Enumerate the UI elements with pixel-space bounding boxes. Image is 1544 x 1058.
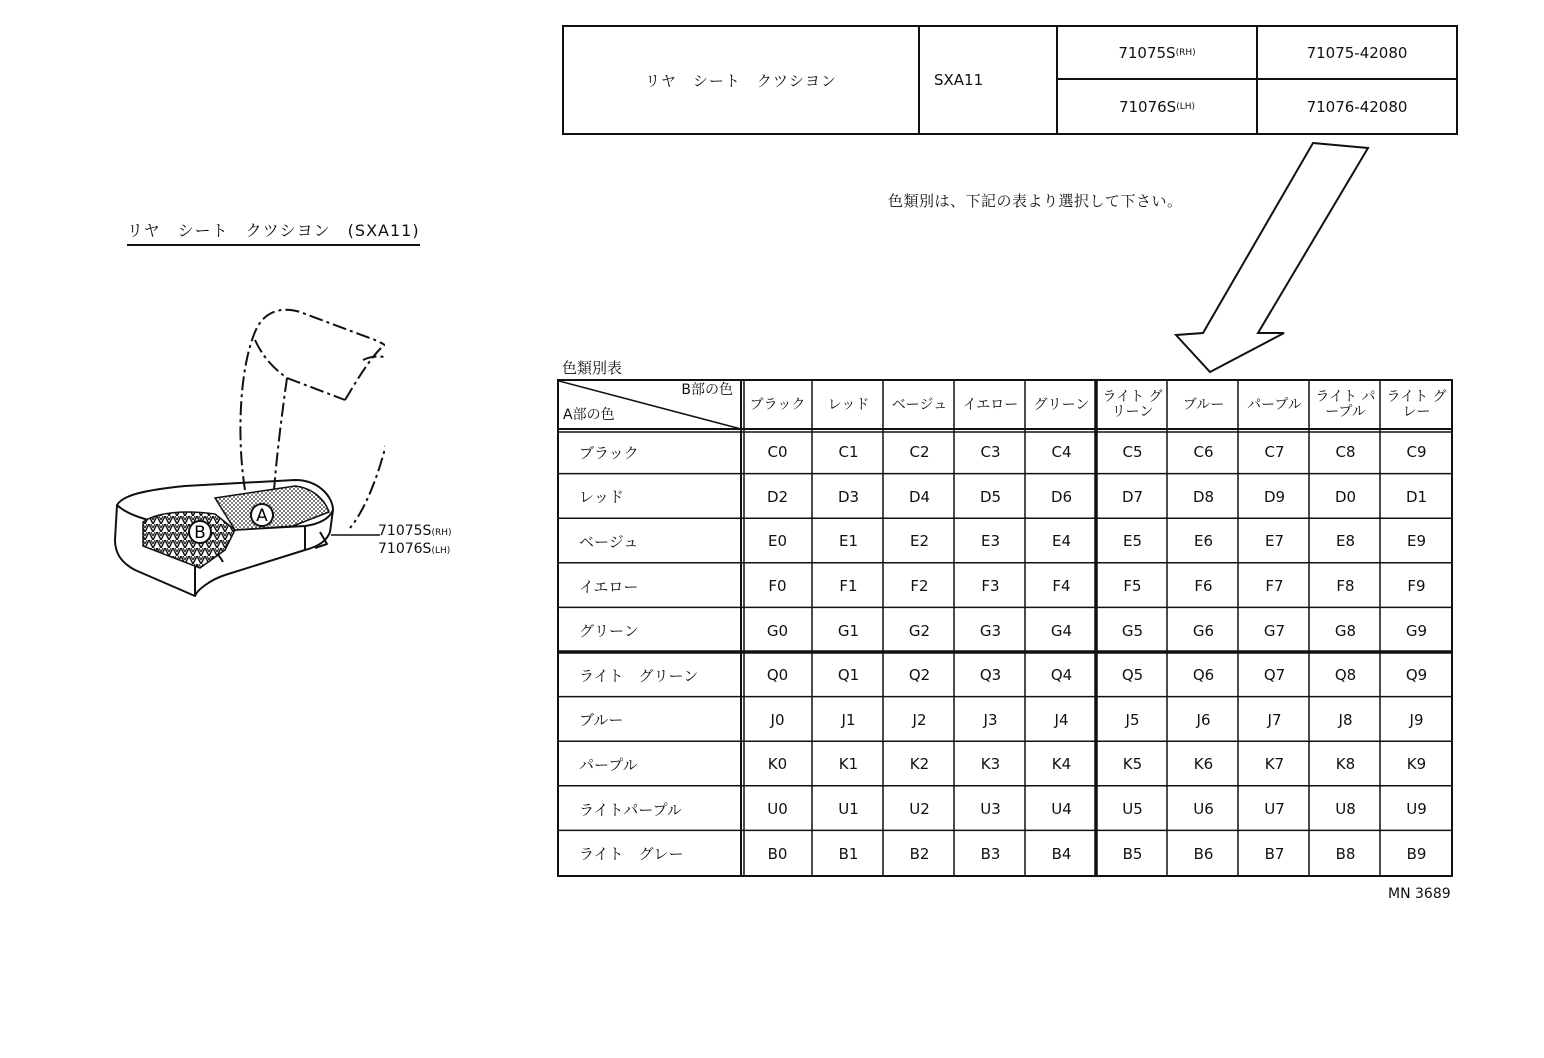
color-code-cell: Q4 [1050,666,1073,685]
callout-lh-code: 71076S [378,541,432,557]
color-code-cell: F2 [910,577,929,596]
color-code-cell: G4 [1050,621,1073,640]
color-code-cell: B8 [1335,844,1356,863]
color-code-cell: E7 [1264,532,1285,551]
color-code-cell: D6 [1050,487,1073,506]
color-code-cell: U5 [1122,800,1143,819]
color-code-cell: Q9 [1405,666,1428,685]
part-number-lh: 71076-42080 [1306,97,1408,116]
color-code-cell: K5 [1122,755,1143,774]
color-code-cell: J5 [1125,710,1140,729]
instruction-text: 色類別は、下記の表より選択して下さい。 [888,192,1183,210]
color-code-cell: D5 [979,487,1002,506]
color-code-cell: F6 [1194,577,1213,596]
color-code-cell: K9 [1406,755,1427,774]
color-code-cell: Q3 [979,666,1002,685]
color-code-cell: B7 [1264,844,1285,863]
color-code-cell: Q1 [837,666,860,685]
color-code-cell: J0 [770,710,785,729]
figure-title: リヤ シート クツシヨン (SXA11) [127,218,420,246]
color-code-cell: K6 [1193,755,1214,774]
callout-rh [378,523,451,541]
color-code-cell: B3 [980,844,1001,863]
part-code-lh [1058,80,1258,133]
drawing-number: MN 3689 [1388,886,1451,902]
part-code-rh [1058,27,1258,80]
color-code-cell: F1 [839,577,858,596]
row-header: ライト グレー [579,845,684,864]
color-code-cell: U8 [1335,800,1356,819]
column-header: イエロー [962,396,1019,413]
color-code-cell: Q2 [908,666,931,685]
color-classification-table [557,379,1453,877]
color-code-cell: C2 [909,443,930,462]
part-number-table [562,25,1458,135]
row-header: ブラック [579,443,639,462]
color-code-cell: E2 [909,532,930,551]
color-code-cell: K1 [838,755,859,774]
color-code-cell: J8 [1338,710,1353,729]
color-code-cell: D0 [1334,487,1357,506]
color-code-cell: B1 [838,844,859,863]
color-code-cell: E5 [1122,532,1143,551]
column-header: ブラック [749,396,806,413]
color-code-cell: D2 [766,487,789,506]
color-code-cell: B2 [909,844,930,863]
part-code-rh-side: (RH) [1175,47,1196,58]
color-code-cell: C1 [838,443,859,462]
color-code-cell: F0 [768,577,787,596]
color-code-cell: J2 [912,710,927,729]
zone-b-label: B [194,523,206,543]
column-header: パープル [1247,396,1302,413]
part-number-rh: 71075-42080 [1258,27,1456,80]
color-code-cell: C3 [980,443,1001,462]
color-code-cell: U7 [1264,800,1285,819]
row-header: レッド [579,488,624,507]
row-header: ライトパープル [579,800,682,819]
color-code-cell: B0 [767,844,788,863]
part-code-lh-side: (LH) [1176,101,1196,112]
color-code-cell: E9 [1406,532,1427,551]
color-code-cell: E4 [1051,532,1072,551]
color-code-cell: F4 [1052,577,1071,596]
color-code-cell: E3 [980,532,1001,551]
color-code-cell: C6 [1193,443,1214,462]
color-code-cell: D4 [908,487,931,506]
color-code-cell: G6 [1192,621,1215,640]
color-code-cell: B6 [1193,844,1214,863]
column-header: ライト グレー [1386,389,1447,420]
color-table-caption: 色類別表 [562,359,623,377]
color-code-cell: J6 [1196,710,1211,729]
color-code-cell: F7 [1265,577,1284,596]
column-header: レッド [827,396,870,413]
color-code-cell: E0 [767,532,788,551]
color-code-cell: J1 [841,710,856,729]
color-code-cell: J3 [983,710,998,729]
color-code-cell: D8 [1192,487,1215,506]
color-code-cell: U2 [909,800,930,819]
color-code-cell: F9 [1407,577,1426,596]
row-header: ベージュ [579,532,639,551]
color-code-cell: U9 [1406,800,1427,819]
color-code-cell: F8 [1336,577,1355,596]
column-header: ブルー [1182,396,1225,413]
color-code-cell: C5 [1122,443,1143,462]
model-cell: SXA11 [920,27,1058,133]
color-code-cell: U1 [838,800,859,819]
color-code-cell: B4 [1051,844,1072,863]
color-code-cell: E8 [1335,532,1356,551]
row-header: パープル [579,755,638,774]
corner-a-label: A部の色 [563,407,615,423]
color-code-cell: D7 [1121,487,1144,506]
seat-cushion-illustration [105,300,385,605]
row-header: グリーン [579,622,639,641]
column-header: ベージュ [891,396,948,413]
part-name-cell: リヤ シート クツシヨン [564,27,920,133]
part-code-lh-value: 71076S [1118,97,1177,116]
row-header: ブルー [579,711,624,730]
color-code-cell: K8 [1335,755,1356,774]
color-code-cell: D9 [1263,487,1286,506]
color-code-cell: E1 [838,532,859,551]
callout-lh [378,541,451,559]
color-code-cell: D1 [1405,487,1428,506]
color-code-cell: D3 [837,487,860,506]
column-header: ライト グリーン [1102,389,1163,420]
color-code-cell: U6 [1193,800,1214,819]
color-code-cell: F5 [1123,577,1142,596]
part-code-rh-value: 71075S [1118,43,1176,62]
color-code-cell: U4 [1051,800,1072,819]
color-code-cell: Q8 [1334,666,1357,685]
column-header: ライト パープル [1315,389,1376,420]
color-code-cell: C4 [1051,443,1072,462]
color-code-cell: G1 [837,621,860,640]
color-code-cell: G8 [1334,621,1357,640]
color-code-cell: C7 [1264,443,1285,462]
color-code-cell: Q0 [766,666,789,685]
corner-b-label: B部の色 [681,382,733,398]
color-code-cell: C9 [1406,443,1427,462]
color-code-cell: K0 [767,755,788,774]
color-code-cell: C8 [1335,443,1356,462]
callout-lh-side: (LH) [431,546,451,556]
color-code-cell: B9 [1406,844,1427,863]
color-code-cell: B5 [1122,844,1143,863]
color-code-cell: K4 [1051,755,1072,774]
corner-header-cell [559,381,741,429]
color-code-cell: Q5 [1121,666,1144,685]
color-code-cell: G7 [1263,621,1286,640]
pointer-arrow [1170,140,1380,380]
zone-a-label: A [256,506,268,526]
row-header: イエロー [579,577,639,596]
color-code-cell: J7 [1267,710,1282,729]
color-code-cell: G0 [766,621,789,640]
color-code-cell: U3 [980,800,1001,819]
color-code-cell: F3 [981,577,1000,596]
color-code-cell: E6 [1193,532,1214,551]
color-code-cell: J4 [1054,710,1069,729]
callout-rh-code: 71075S [378,523,432,539]
color-code-cell: J9 [1409,710,1424,729]
column-header: グリーン [1033,396,1090,413]
color-code-cell: G2 [908,621,931,640]
row-header: ライト グリーン [579,666,699,685]
callout-rh-side: (RH) [431,528,452,538]
color-code-cell: K7 [1264,755,1285,774]
color-code-cell: G9 [1405,621,1428,640]
color-code-cell: U0 [767,800,788,819]
color-code-cell: G5 [1121,621,1144,640]
color-code-cell: Q7 [1263,666,1286,685]
color-code-cell: K2 [909,755,930,774]
color-code-cell: K3 [980,755,1001,774]
color-code-cell: G3 [979,621,1002,640]
color-code-cell: Q6 [1192,666,1215,685]
part-callout [378,523,451,559]
color-code-cell: C0 [767,443,788,462]
